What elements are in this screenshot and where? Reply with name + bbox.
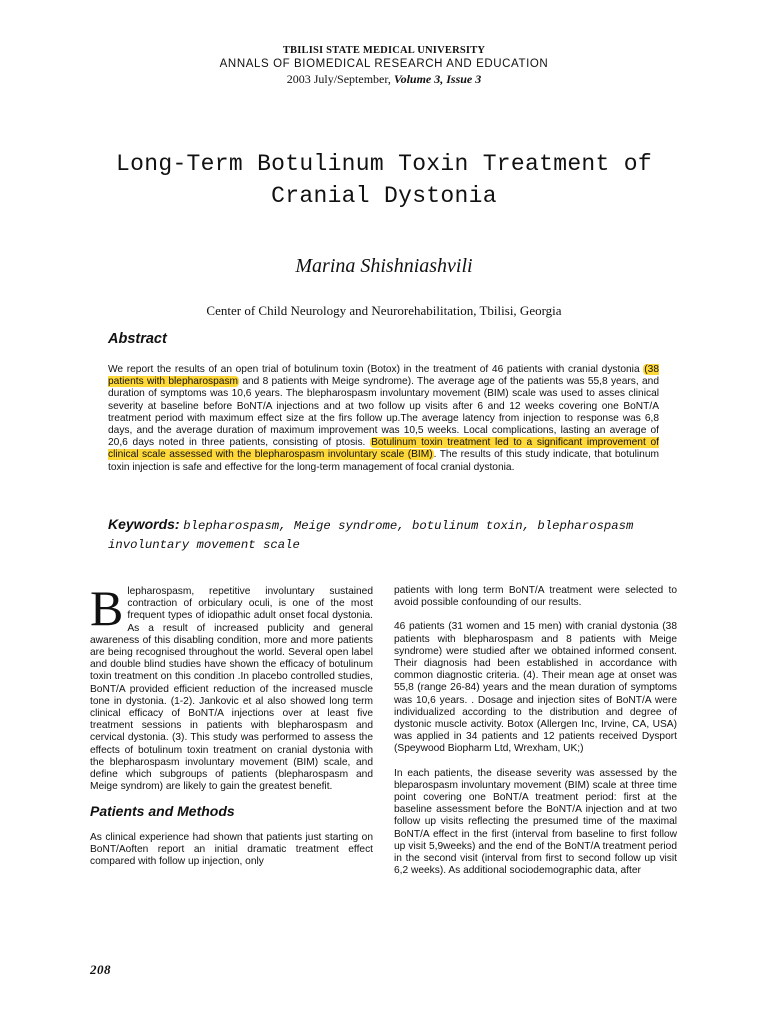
intro-paragraph [90, 580, 373, 793]
page-number: 208 [90, 962, 111, 977]
keywords-text: blepharospasm, Meige syndrome, botulinum toxin, blepharospasm involuntary movement scale [108, 519, 634, 552]
university-name: TBILISI STATE MEDICAL UNIVERSITY [282, 45, 486, 56]
abstract-text-1: We report the results of an open trial of botulinum toxin (Botox) in the treatment of 46 patients with cranial dystonia [108, 364, 644, 375]
methods-paragraph-2: patients with long term BoNT/A treatment were selected to avoid possible confounding of our results. [394, 585, 677, 609]
section-heading-patients-methods: Patients and Methods [90, 803, 235, 820]
keywords [108, 515, 668, 554]
methods-paragraph-3: 46 patients (31 women and 15 men) with cranial dystonia (38 patients with blepharospasm and 8 patients with Meige syndrome) were studied after we obtained informed consent. Their diagnosis had been established in accordance with common diagnostic criteria. (4). Their mean age at onset was 55,8 (range 26-84) years and the mean duration of symptoms was 10,6 years. . Dosage and injection sites of BoNT/A were individualized according to the distribution and degree of dystonic muscle activity. Botox (Allergen Inc, Irvine, CA, USA) was applied in 34 patients and 12 patients received Dysport (Speywood Biopharm Ltd, Wrexham, UK;) [394, 621, 677, 755]
journal-name: ANNALS OF BIOMEDICAL RESEARCH AND EDUCATION [219, 58, 549, 70]
abstract-text-3: . The results of this study indicate, that botulinum toxin injection is safe and effective for the long-term management of focal cranial dystonia. [108, 449, 659, 473]
drop-cap: B [90, 580, 124, 636]
right-column [394, 585, 677, 889]
intro-text: lepharospasm, repetitive involuntary sustained contraction of orbiculary oculi, is one of the most frequent types of idiopathic adult onset focal dystonia. As a result of increased publicity and general awareness of this disabling condition, more and more patients are being recognised throughout the world. Several open label and double blind studies have shown the efficacy of botulinum toxin treatment on this condition .In placebo controlled studies, BoNT/A provided efficient reduction of the increased muscle tone in dystonia. (1-2). Jankovic et al also showed long term clinical efficacy of BoNT/A injections over at least five treatment sessions in patients with blepharospasm and cervical dystonia. (3). This study was performed to assess the effects of botulinum toxin treatment on cranial dystonia with the blepharospasm involuntary movement (BIM) scale, and define which subgroups of patients (blepharospasm and Meige syndrom) are likely to gain the greatest benefit. [90, 586, 373, 793]
title-line-2: Cranial Dystonia [271, 183, 497, 209]
article-title [0, 148, 768, 212]
methods-paragraph-1: As clinical experience had shown that patients just starting on BoNT/Aoften report an initial dramatic treatment effect compared with follow up injection, only [90, 831, 373, 868]
issue-line [0, 72, 768, 87]
left-column [90, 580, 373, 880]
abstract-highlight-2: Botulinum toxin treatment led to a significant improvement of clinical scale assessed with the blepharospasm involuntary scale (BIM) [108, 437, 659, 461]
abstract-text-2: and 8 patients with Meige syndrome). The average age of the patients was 55,8 years, and duration of symptoms was 10,6 years. The blepharospasm involuntary movement (BIM) scale was used to asses clinical severity at baseline before BoNT/A injections and at two follow up visits after 6 and 12 weeks covering one BoNT/A treatment period with maximum effect size at the firs follow up.The average latency from injection to response was 6,8 days, and the average duration of maximum improvement was 10,5 weeks. Local complications, lasting an average of 20,6 days noted in three patients, consisting of ptosis. [108, 376, 659, 449]
methods-paragraph-4: In each patients, the disease severity was assessed by the bleparospasm involuntary movement (BIM) scale at three time point covering one BoNT/A treatment period: first at the baseline assessment before the BoNT/A injection and at two follow up visits reflecting the presumed time of the maximal BoNT/A effect in the first (interval from baseline to first follow up visit 5,9weeks) and the end of the BoNT/A treatment period in the second visit (interval from first to second follow up visit 6,2 weeks). As additional sociodemographic data, after [394, 767, 677, 877]
author-affiliation: Center of Child Neurology and Neurorehabilitation, Tbilisi, Georgia [206, 303, 562, 318]
issue-volume: Volume 3, Issue 3 [393, 72, 482, 86]
journal-header [0, 44, 768, 87]
keywords-label: Keywords: [108, 516, 180, 532]
abstract-highlight-1: (38 patients with blepharospasm [108, 364, 659, 388]
abstract-body [108, 364, 659, 474]
abstract-heading: Abstract [108, 331, 167, 347]
title-line-1: Long-Term Botulinum Toxin Treatment of [116, 151, 652, 177]
issue-date: 2003 July/September, [286, 72, 391, 86]
author-name: Marina Shishniashvili [295, 255, 473, 277]
